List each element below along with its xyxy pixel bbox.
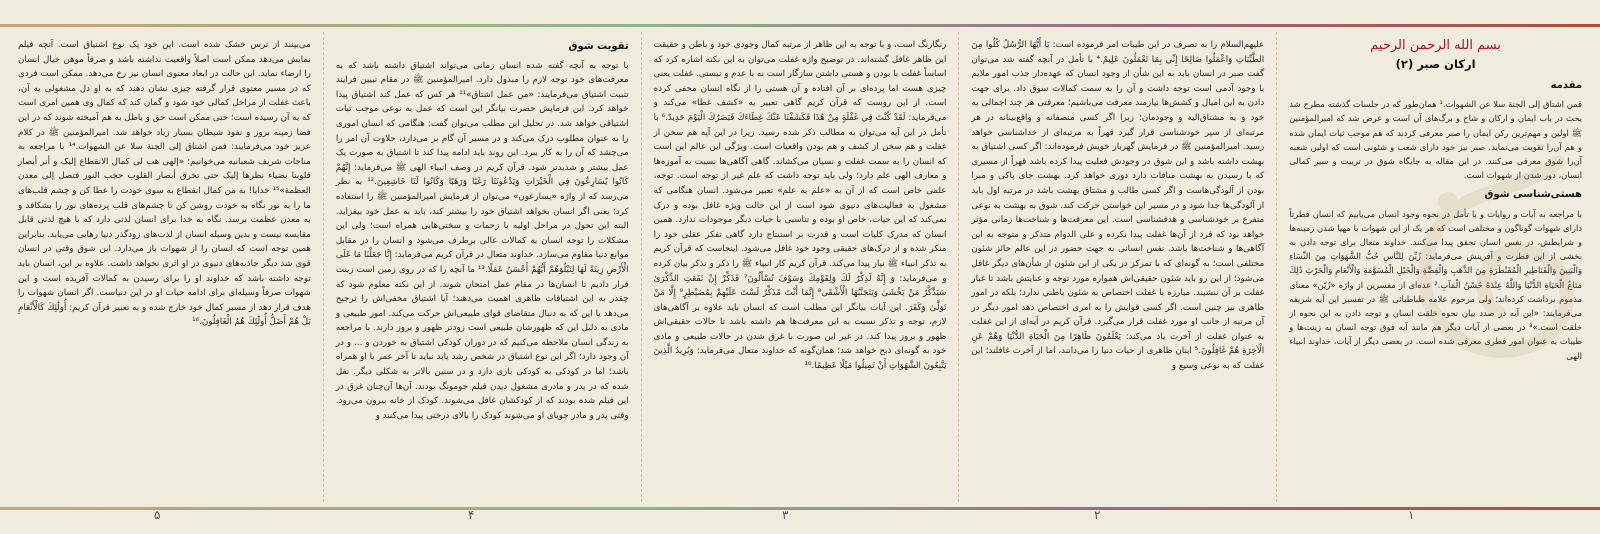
page-5 [6, 32, 324, 502]
article-title: ارکان صبر (۲) [1395, 57, 1476, 71]
bismillah-calligraphy: بسم الله الرحمن الرحیم [1370, 38, 1501, 53]
top-decorative-bar [0, 24, 1600, 27]
page-body [18, 38, 311, 330]
page-number: ۳ [782, 508, 789, 522]
page-number: ۲ [1094, 508, 1101, 522]
section-heading: هستی‌شناسی شوق [1484, 189, 1582, 201]
paragraph: با توجه به آنچه گفته شده انسان زمانی می‌تواند اشتیاق داشته باشد که به معرفت‌های خود توجه لازم را مبذول دارد. امیرالمؤمنین ﷺ در مقام تبیین فرایند تثبیت اشتیاق می‌فرمایند: «من عمل اشتاق»¹¹ هر کس که عمل کند اشتیاق پیدا خواهد کرد. این فرمایش حضرت بیانگر این است که عمل به نوعی موجب ثبات اشتیاقی خواهد شد. در تحلیل این مطلب می‌توان گفت: هنگامی که انسان اموری را به عنوان مطلوب درک می‌کند و در مسیر آن گام بر می‌دارد، حلاوت آن امر را می‌چشد که آن را به کار ببرد. این روند باید ادامه پیدا کند تا اشتیاق به صورت یک عمل بیشتر و شدیدتر شود. قرآن کریم در وصف انبیاء الهی ﷺ می‌فرماید: إِنَّهُمْ كَانُوا يُسَارِعُونَ فِي الْخَيْرَاتِ وَيَدْعُونَنَا رَغَبًا وَرَهَبًا وَكَانُوا لَنَا خَاشِعِينَ.¹² به نظر می‌رسد که از واژه «یسارعون» می‌توان از فرمایش امیرالمؤمنین ﷺ را استفاده کرد؛ یعنی اگر انسان بخواهد اشتیاق خود را بیشتر کند، باید به عمل خود بیفزاید. البته این تحول در مراحل اولیه با زحمات و سختی‌هایی همراه است؛ ولی این مشکلات را توجه انسان به کمالات عالی برطرف می‌شود و انسان را در مقابل موانع دنیا مقاوم می‌سازد. خداوند متعال در قرآن کریم می‌فرماید: إِنَّا جَعَلْنَا مَا عَلَى الْأَرْضِ زِينَةً لَهَا لِنَبْلُوَهُمْ أَيُّهُمْ أَحْسَنُ عَمَلًا.¹³ ما آنچه را که در روی زمین است زینت قرار دادیم تا انسان‌ها در مقام عمل امتحان شوند. از این نکته معلوم شود که چقدر به این اشتیاقات ظاهری اهمیت می‌دهند؛ آیا اشتیاق مخفی‌اش را ترجیح می‌دهد یا این که به دنبال متقاضای قوای طبیعی‌اش حرکت می‌کند. امور طبیعی و مادی به دلیل این که ظهورشان طبیعی است زودتر ظهور و بروز دارند. با مراجعه به زندگی انسان ملاحظه می‌کنیم که در دوران کودکی اشتیاق به خوردن و ... و در آن وجود دارد؛ اگر این نوع اشتیاق در شخص رشد یابد نباید تا آخر عمر با او همراه باشد؛ اما در کودکی به کودکی بازی دارد و در سنین بالاتر به شکلی دیگر. نقل شده که در پدر و مادری مشغول دیدن فیلم جومونگ بودند. آن‌ها آن‌چنان غرق در این فیلم شده بودند که از کودکشان غافل می‌شوند. کودک از خانه بیرون می‌رود. وقتی پدر و مادر جویای او می‌شوند کودک را بالای درختی پیدا می‌کنند و [335, 60, 629, 421]
paragraph: با مراجعه به آیات و روایات و با تأمل در نحوه وجود انسان می‌یابیم که انسان فطرتاً دارای شهوات گوناگون و مختلفی است که هر یک از این شهوات با مهیا شدن زمینه‌ها و شرایطش، در نفس انسان تحقق پیدا می‌کنند. خداوند متعال برای توجه دادن به بخشی از این فطرت و آفرینش می‌فرماید: زُيِّنَ لِلنَّاسِ حُبُّ الشَّهَوَاتِ مِنَ النِّسَاءِ وَالْبَنِينَ وَالْقَنَاطِيرِ الْمُقَنْطَرَةِ مِنَ الذَّهَبِ وَالْفِضَّةِ وَالْخَيْلِ الْمُسَوَّمَةِ وَالْأَنْعَامِ وَالْحَرْثِ ذَٰلِكَ مَتَاعُ الْحَيَاةِ الدُّنْيَا وَاللَّهُ عِنْدَهُ حُسْنُ الْمَآبِ.² عده‌ای از مفسرین از واژه «زُیّن» معنای مذموم برداشت کرده‌اند؛ ولی مرحوم علامه طباطبائی ﷺ در تفسیر این آیه شریفه می‌فرمایند: «این آیه در صدد بیان نحوه خلقت انسان و توجه دادن به این نحوه از خلقت است.»³ در بعضی از آیات دیگر هم مانند آیه فوق توجه انسان به زینت‌ها و طیبات به عنوان امور فطری معرفی شده است. در بعضی دیگر از آیات، خداوند انبیاء الهی [1289, 208, 1582, 361]
paragraph: علیهم‌السلام را به تصرف در این طیبات امر فرموده است: يَا أَيُّهَا الرُّسُلُ كُلُوا مِنَ الطَّيِّبَاتِ وَاعْمَلُوا صَالِحًا إِنِّي بِمَا تَعْمَلُونَ عَلِيمٌ.⁴ با تأمل در آنچه گفته شد می‌توان گفت صبر در انسان باید به این شأن از وجود انسان که عهده‌دار جذب امور ملایم با وجود آدمی است توجه داشت و آن را به سمت کمالات سوق داد. برای جهت دادن به این امیال و کشش‌ها نیازمند معرفت می‌باشیم؛ معرفتی هر چند اجمالی به خود و به مشتاق‌الیه و وجودمان؛ زیرا اگر کسی منصفانه و واقع‌بینانه در هر مرتبه‌ای از سیر خودشناسی قرار گیرد قهراً به مرتبه‌ای از خداشناسی خواهد رسید. امیرالمؤمنین ﷺ در فرمایش گهربار خویش فرموده‌اند: اگر کسی اشتیاق به بهشت داشته باشد و این شوق در وجودش فعلیت پیدا کرده باشد قهراً از مسیری که با رسیدن به بهشت منافات دارد دوری خواهد کرد. بهشت جای پاکی و مبرا بودن از آلودگی‌هاست و اگر کسی طالب و مشتاق بهشت باشد در مرتبه اول باید از آلودگی‌ها جدا شود و در مسیر این خواستن حرکت کند. شوق به بهشت به نوعی متفرع بر خودشناسی و هدفشناسی است. این معرفت‌ها و شناخت‌ها زمانی مؤثر خواهد بود که فرد از آن‌ها غفلت پیدا نکرده و علی الدوام متذکر و متوجه به این آگاهی‌ها و شناخت‌ها باشد. نفس انسانی به جهت حضور در این عالم حائز شئون مختلفی است؛ به گونه‌ای که با تمرکز در یکی از این شئون از شأن‌های دیگر غافل می‌شود؛ از این رو باید شئون حقیقی‌اش همواره مورد توجه و عنایتش باشد تا غبار غفلت بر آن ننشیند. مبارزه با غفلت اختصاص به شئون باطنی ندارد؛ بلکه در امور ظاهری نیز چنین است. اگر کسی قوایش را به امری اختصاص دهد امور دیگر در آن مرتبه از جانب او مورد غفلت قرار می‌گیرد. قرآن کریم در آیه‌ای از این غفلت به عنوان غفلت از آخرت یاد می‌کند: يَعْلَمُونَ ظَاهِرًا مِنَ الْحَيَاةِ الدُّنْيَا وَهُمْ عَنِ الْآخِرَةِ هُمْ غَافِلُونَ.⁵ اینان ظاهری از حیات دنیا را می‌دانند، اما از آخرت غافلند؛ این غفلت که به نوعی وسیع و [971, 40, 1265, 372]
calligraphy-watermark [1388, 142, 1588, 402]
page-3 [642, 32, 960, 502]
paragraph: قمن اشتاق إلی الجنة سلا عن الشهوات.¹ همان‌طور که در جلسات گذشته مطرح شد بحث در باب ایمان و ارکان و شاخ و برگ‌های آن است و عرض شد که امیرالمؤمنین ﷺ اولین و مهم‌ترین رکن ایمان را صبر معرفی کردند که هم موجب ثبات ایمان شده و هم آن‌را تقویت می‌نماید. صبر نیز خود دارای شعب و شئونی است که اولین شعبه آن‌را شوق معرفی می‌کنند. در این مقاله به جایگاه شوق در تربیت و سیر کمالی انسان، دور شدن از شهوات است. [1289, 99, 1582, 181]
paragraph: رنگارنگ است، و با توجه به این ظاهر از مرتبه کمال وجودی خود و باطن و حقیقت این ظاهر غافل گشته‌اند. در توضیح واژه غفلت می‌توان به این نکته اشاره کرد که اساساً غفلت با بودن و هستی داشتن سازگار است نه با عدم و نیستی. غفلت یعنی چیزی هست اما پرده‌ای بر آن افتاده و آن هستی را از نگاه انسان مخفی کرده است. از این روست که قرآن کریم گاهی تعبیر به «کشف غطا» می‌کند و می‌فرماید: لَقَدْ كُنْتَ فِي غَفْلَةٍ مِنْ هَٰذَا فَكَشَفْنَا عَنْكَ غِطَاءَكَ فَبَصَرُكَ الْيَوْمَ حَدِيدٌ.⁶ با تأمل در این آیه می‌توان به مطالب ذکر شده رسید. زیرا در این آیه هم سخن از غفلت و هم سخن از کشف و هم بودن واقعیات است. ویژگی این عالم این است که انسان را به سمت غفلت و نسیان می‌کشاند. گاهی آگاهی‌ها نسبت به آموزه‌ها و معارف الهی علم دارد؛ ولی باید توجه داشت که علم غیر از توجه است. توجه، علمی خاص است که از آن به «علم به علم» تعبیر می‌شود. انسان هنگامی که مشغول به فعالیت‌های دنیوی شود است از این حالت ویژه غافل بوده و درک نمی‌کند که این حیات، خاص او بوده و تناسبی با حیات دیگر موجودات ندارد. همین انسان که مدرک کلیات است و قدرت بر استنتاج دارد گاهی تفکر عقلی خود را منکر شده و از درک‌های حقیقی وجود خود غافل می‌شود. اینجاست که قرآن کریم به تذکر انبیاء ﷺ نیاز پیدا می‌کند. قرآن کریم کار انبیاء ﷺ را ذکر و تذکر بیان کرده و می‌فرماید: وَ إِنَّهُ لَذِكْرٌ لَكَ وَلِقَوْمِكَ وَسَوْفَ تُسْأَلُونَ⁷ فَذَكِّرْ إِنْ نَفَعَتِ الذِّكْرَىٰ سَيَذَّكَّرُ مَنْ يَخْشَىٰ وَيَتَجَنَّبُهَا الْأَشْقَى⁸ إِنَّمَا أَنْتَ مُذَكِّرٌ لَسْتَ عَلَيْهِمْ بِمُصَيْطِرٍ⁹ إِلَّا مَنْ تَوَلَّىٰ وَكَفَرَ. این آیات بیانگر این مطلب است که انسان باید علاوه بر آگاهی‌های لازم، توجه و تذکر نسبت به این معرفت‌ها هم داشته باشد تا حالات حقیقی‌اش ظهور و بروز پیدا کند. در غیر این صورت با غرق شدن در حالات طبیعی و مادی خود به گونه‌ای ذبح خواهد شد؛ همان‌گونه که خداوند متعال می‌فرماید: وَيُرِيدُ الَّذِينَ يَتَّبِعُونَ الشَّهَوَاتِ أَنْ تَمِيلُوا مَيْلًا عَظِيمًا.¹⁰ [653, 40, 947, 372]
article-header [1289, 38, 1582, 71]
page-number: ۵ [154, 508, 161, 522]
bottom-decorative-bar [0, 507, 1600, 510]
page-body [336, 40, 629, 423]
page-number: ۴ [468, 508, 475, 522]
section-heading: مقدمه [1550, 80, 1582, 91]
page-body [654, 38, 947, 374]
paragraph: می‌بینند از ترس خشک شده است. این خود یک نوع اشتیاق است. آنچه فیلم نمایش می‌دهد ممکن است اصلاً واقعیت نداشته باشد و صرفاً موهن خیال انسان را ارضاء نماید. این حالت در ابعاد معنوی انسان نیز رخ می‌دهد. ممکن است فردی که در مسیر معنوی قرار گرفته چیزی نشان دهند که به او دل مشغولی به آن، باعث غفلت از مراحل کمالی خود شود و گمان کند که کمال وی همین امری است که به آن رسیده است؛ حتی ممکن است حق و باطل به هم آمیخته شوند که در این فضا زمینه بروز و نفوذ شیطان بسیار زیاد خواهد شد. امیرالمؤمنین ﷺ در کلام عزیز خود می‌فرمایند: فمن اشتاق إلی الجنة سلا عن الشهوات.¹⁴ با مراجعه به مناجات شریف شعبانیه می‌خوانیم: «إلهی هب لی کمال الانقطاع إلیک و أنر أبصار قلوبنا بضیاء نظرها إلیک حتی تخرق أبصار القلوب حجب النور فتصل إلی معدن العظمة»¹⁵ خدایا! به من کمال انقطاع به سوی خودت را عطا کن و چشم قلب‌های ما را به نور نگاه به خودت روشن کن تا چشم‌های قلب پرده‌های نور را بشکافد و به معدن عظمت برسد. نگاه به خدا برای انسان لذتی دارد که با هیچ لذتی قابل مقایسه نیست و بدین وسیله انسان از لذت‌های زودگذر دنیا رهایی می‌یابد. بنابراین همین توجه است که انسان را از شهوات باز می‌دارد. این شوق وقتی در انسان قوی شد دیگر جاذبه‌های دنیوی در او اثری نخواهد داشت. علاوه بر این، انسان باید توجه داشته باشد که خداوند او را برای رسیدن به کمالات آفریده است و این شهوات صرفاً وسیله‌ای برای ادامه حیات او در این دنیاست. اگر انسان شهوات را هدف قرار دهد از مسیر کمال خود خارج شده و به تعبیر قرآن کریم: أُولَٰئِكَ كَالْأَنْعَامِ بَلْ هُمْ أَضَلُّ أُولَٰئِكَ هُمُ الْغَافِلُونَ.¹⁶ [18, 40, 311, 328]
page-number: ۱ [1408, 508, 1415, 522]
document-spread [6, 32, 1594, 502]
page-4 [324, 32, 642, 502]
page-body [971, 38, 1264, 374]
page-1 [1277, 32, 1594, 502]
page-2 [959, 32, 1277, 502]
section-heading: تقویت شوق [568, 41, 629, 52]
